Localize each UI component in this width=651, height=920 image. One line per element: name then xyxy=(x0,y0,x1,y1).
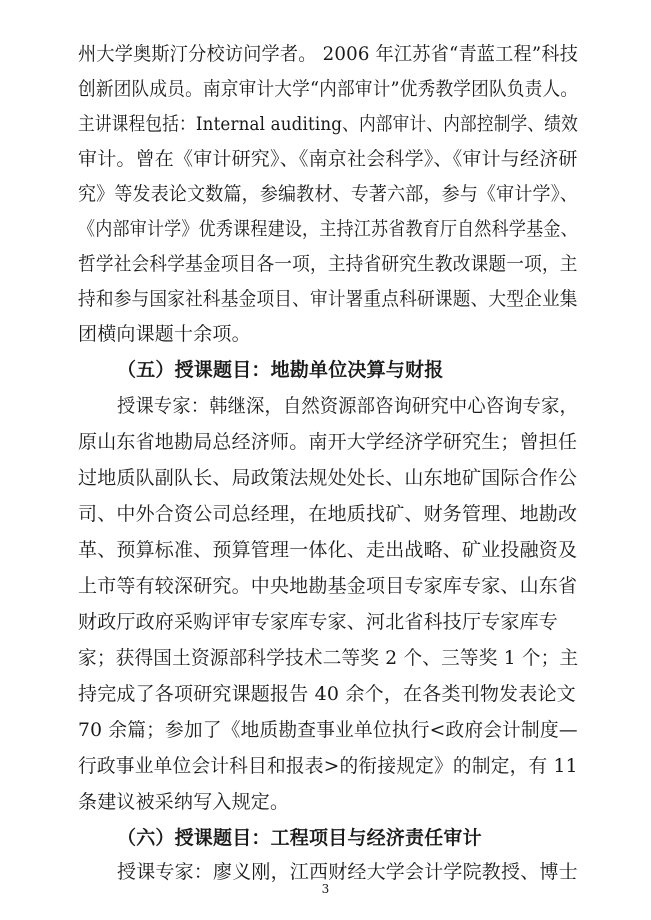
text-line: 70 余篇；参加了《地质勘查事业单位执行<政府会计制度— xyxy=(78,719,578,741)
text-line: 上市等有较深研究。中央地勘基金项目专家库专家、山东省 xyxy=(78,575,578,597)
text-line: 主讲课程包括：Internal auditing、内部审计、内部控制学、绩效 xyxy=(78,113,578,135)
text-line: 授课专家：韩继深，自然资源部咨询研究中心咨询专家， xyxy=(117,395,579,417)
text-line: 州大学奥斯汀分校访问学者。 2006 年江苏省“青蓝工程”科技 xyxy=(78,43,579,65)
text-line: 原山东省地勘局总经济师。南开大学经济学研究生；曾担任 xyxy=(78,431,578,453)
text-line: 过地质队副队长、局政策法规处处长、山东地矿国际合作公 xyxy=(78,467,578,489)
text-line: 财政厅政府采购评审专家库专家、河北省科技厅专家库专 xyxy=(78,611,559,633)
text-line: 审计。曾在《审计研究》、《南京社会科学》、《审计与经济研 xyxy=(78,148,578,170)
text-line: 团横向课题十余项。 xyxy=(78,323,251,345)
text-line: 家；获得国土资源部科学技术二等奖 2 个、三等奖 1 个；主 xyxy=(78,647,579,669)
text-line: 行政事业单位会计科目和报表>的衔接规定》的制定，有 11 xyxy=(78,755,578,777)
text-line: 究》等发表论文数篇，参编教材、专著六部，参与《审计学》、 xyxy=(78,183,579,205)
text-line: 司、中外合资公司总经理，在地质找矿、财务管理、地勘改 xyxy=(78,503,578,525)
section-heading: （五）授课题目：地勘单位决算与财报 xyxy=(117,359,444,381)
text-line: 持和参与国家社科基金项目、审计署重点科研课题、大型企业集 xyxy=(78,288,578,310)
text-line: 创新团队成员。南京审计大学“内部审计”优秀教学团队负责人。 xyxy=(78,78,579,100)
text-line: 条建议被采纳写入规定。 xyxy=(78,791,290,813)
section-heading: （六）授课题目：工程项目与经济责任审计 xyxy=(117,827,482,849)
text-line: 哲学社会科学基金项目各一项，主持省研究生教改课题一项，主 xyxy=(78,253,578,275)
text-line: 持完成了各项研究课题报告 40 余个，在各类刊物发表论文 xyxy=(78,683,576,705)
page-number: 3 xyxy=(321,882,330,896)
text-line: 授课专家：廖义刚，江西财经大学会计学院教授、博士 xyxy=(117,861,578,883)
text-line: 革、预算标准、预算管理一体化、走出战略、矿业投融资及 xyxy=(78,539,578,561)
text-line: 《内部审计学》优秀课程建设，主持江苏省教育厅自然科学基金、 xyxy=(78,218,578,240)
